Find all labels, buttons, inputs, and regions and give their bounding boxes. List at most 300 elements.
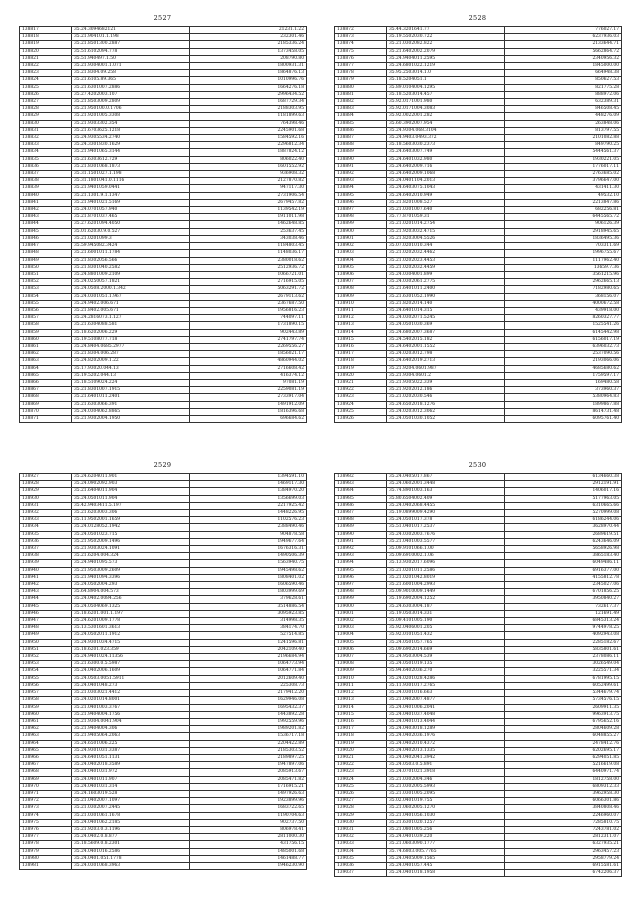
coordinate-cell: 35.17.93020.044.13: [72, 365, 190, 372]
table-row: [335, 675, 622, 682]
row-id-cell: 138966: [20, 754, 72, 761]
table-row: [335, 250, 622, 257]
table-row: [335, 783, 622, 790]
coordinate-cell: 35.24.0501030.369: [387, 322, 505, 329]
coordinate-cell: 35.24.9404011.2595: [387, 55, 505, 62]
row-id-cell: 138998: [335, 589, 387, 596]
table-row: [335, 343, 622, 350]
row-id-cell: 138834: [20, 149, 72, 156]
table-row: [335, 322, 622, 329]
row-id-cell: 139003: [335, 625, 387, 632]
row-id-cell: 139026: [335, 790, 387, 797]
table-row: [335, 812, 622, 819]
value-cell: 2204422.89: [190, 740, 307, 747]
row-id-cell: 138888: [335, 142, 387, 149]
table-row: [335, 618, 622, 625]
row-id-cell: 138839: [20, 185, 72, 192]
table-row: [20, 560, 307, 567]
row-id-cell: 138943: [20, 589, 72, 596]
value-cell: 379628.61: [190, 596, 307, 603]
data-table: [334, 26, 622, 423]
table-row: [20, 315, 307, 322]
table-row: [20, 625, 307, 632]
row-id-cell: 138947: [20, 618, 72, 625]
coordinate-cell: 35.21.9404004.1756: [72, 711, 190, 718]
value-cell: 21231.1.22: [190, 27, 307, 34]
row-id-cell: 138868: [20, 394, 72, 401]
table-row: [20, 488, 307, 495]
coordinate-cell: 35.21.0302005.5993: [387, 783, 505, 790]
value-cell: 6742206.37: [505, 870, 622, 877]
value-cell: 1139542.19: [190, 207, 307, 214]
coordinate-cell: 35.24.6401032.980: [387, 156, 505, 163]
row-id-cell: 139021: [335, 754, 387, 761]
row-id-cell: 138903: [335, 250, 387, 257]
table-row: [335, 646, 622, 653]
value-cell: 2127870.82: [190, 178, 307, 185]
value-cell: 3514886.54: [190, 603, 307, 610]
coordinate-cell: 35.21.8501300.2887: [72, 41, 190, 48]
table-row: [335, 762, 622, 769]
row-id-cell: 138860: [20, 336, 72, 343]
coordinate-cell: 35.24.6401014.315: [387, 307, 505, 314]
coordinate-cell: 35.24.0508.2000.1.342: [72, 286, 190, 293]
table-row: [335, 704, 622, 711]
row-id-cell: 139025: [335, 783, 387, 790]
coordinate-cell: 35.24.9305534.2740: [72, 135, 190, 142]
row-id-cell: 138893: [335, 178, 387, 185]
coordinate-cell: 35.24.0250057.1821: [72, 279, 190, 286]
table-row: [20, 654, 307, 661]
row-id-cell: 138857: [20, 315, 72, 322]
table-row: [335, 510, 622, 517]
value-cell: 2609911.35: [505, 704, 622, 711]
table-row: [20, 574, 307, 581]
value-cell: 1776017.11: [505, 163, 622, 170]
coordinate-cell: 35.24.0402006.1609: [72, 668, 190, 675]
value-cell: 1356699.03: [190, 495, 307, 502]
table-row: [335, 106, 622, 113]
row-id-cell: 138882: [335, 99, 387, 106]
row-id-cell: 138898: [335, 214, 387, 221]
coordinate-cell: 35.44.3201641.77: [387, 27, 505, 34]
row-id-cell: 138889: [335, 149, 387, 156]
table-row: [335, 192, 622, 199]
table-row: [335, 207, 622, 214]
value-cell: 806978.41: [190, 826, 307, 833]
row-id-cell: 138820: [20, 48, 72, 55]
table-row: [335, 264, 622, 271]
row-id-cell: 138956: [20, 682, 72, 689]
coordinate-cell: 35.24.6801022.1219: [387, 63, 505, 70]
value-cell: 1461488.77: [190, 855, 307, 862]
table-row: [20, 127, 307, 134]
coordinate-cell: 35.24.8202009.1.22: [72, 358, 190, 365]
value-cell: 6845313.24: [505, 618, 622, 625]
coordinate-cell: 35.59.945082.3424: [72, 243, 190, 250]
coordinate-cell: 35.19.0899009.4290: [387, 510, 505, 517]
table-row: [20, 149, 307, 156]
value-cell: 2763685.02: [505, 171, 622, 178]
table-row: [335, 55, 622, 62]
row-id-cell: 138972: [20, 798, 72, 805]
row-id-cell: 138912: [335, 315, 387, 322]
table-row: [335, 257, 622, 264]
table-row: [20, 271, 307, 278]
table-row: [20, 603, 307, 610]
row-id-cell: 138970: [20, 783, 72, 790]
row-id-cell: 138821: [20, 55, 72, 62]
value-cell: 3865183.40: [505, 553, 622, 560]
value-cell: 696684.62: [190, 415, 307, 422]
table-row: [20, 690, 307, 697]
value-cell: 1911011.98: [190, 214, 307, 221]
table-row: [20, 307, 307, 314]
value-cell: 1536717.18: [190, 733, 307, 740]
row-id-cell: 138993: [335, 553, 387, 560]
value-cell: 6327935.21: [505, 841, 622, 848]
row-id-cell: 138865: [20, 372, 72, 379]
coordinate-cell: 35.21.0301005.2095: [387, 790, 505, 797]
value-cell: 1695432.37: [190, 704, 307, 711]
value-cell: 6396032.73: [505, 343, 622, 350]
table-row: [20, 632, 307, 639]
value-cell: 6066301.86: [505, 798, 622, 805]
coordinate-cell: 35.21.1301.9.1.1347: [72, 192, 190, 199]
value-cell: 314998.35: [190, 618, 307, 625]
row-id-cell: 138935: [20, 531, 72, 538]
value-cell: 253637.45: [190, 228, 307, 235]
table-row: [335, 603, 622, 610]
row-id-cell: 138895: [335, 192, 387, 199]
table-row: [20, 805, 307, 812]
value-cell: 3962958.30: [505, 790, 622, 797]
row-id-cell: 138850: [20, 264, 72, 271]
coordinate-cell: 35.21.0202032.4462: [387, 250, 505, 257]
coordinate-cell: 35.24.6402001.1552: [387, 343, 505, 350]
row-id-cell: 139015: [335, 711, 387, 718]
value-cell: 2185336.24: [190, 41, 307, 48]
coordinate-cell: 35.24.0501017.378: [387, 517, 505, 524]
row-id-cell: 138979: [20, 848, 72, 855]
row-id-cell: 138977: [20, 834, 72, 841]
row-id-cell: 138959: [20, 704, 72, 711]
coordinate-cell: 35.21.8202014.140: [387, 300, 505, 307]
row-id-cell: 138856: [20, 307, 72, 314]
row-id-cell: 138840: [20, 192, 72, 199]
coordinate-cell: 35.21.6303612.729: [72, 156, 190, 163]
table-row: [335, 697, 622, 704]
coordinate-cell: 35.24.0302061.2775: [387, 279, 505, 286]
row-id-cell: 138901: [335, 235, 387, 242]
coordinate-cell: 35.74.6803.005.7765: [387, 848, 505, 855]
value-cell: 6186244.06: [505, 517, 622, 524]
row-id-cell: 138858: [20, 322, 72, 329]
row-id-cell: 139032: [335, 834, 387, 841]
row-id-cell: 138897: [335, 207, 387, 214]
value-cell: 902443.89: [190, 329, 307, 336]
table-row: [335, 171, 622, 178]
table-row: [20, 754, 307, 761]
value-cell: 1010996.76: [190, 77, 307, 84]
coordinate-cell: 35.74.8901003.163: [387, 488, 505, 495]
coordinate-cell: 35.94.6402036.270: [387, 668, 505, 675]
value-cell: 6445565.72: [505, 214, 622, 221]
coordinate-cell: 35.21.9502009.1496: [72, 538, 190, 545]
value-cell: 947117.30: [190, 185, 307, 192]
coordinate-cell: 35.21.0202032.4459: [387, 264, 505, 271]
coordinate-cell: 35.24.0504069.1325: [72, 603, 190, 610]
row-id-cell: 139035: [335, 855, 387, 862]
value-cell: 2213847.86: [505, 199, 622, 206]
table-row: [20, 812, 307, 819]
value-cell: 904878.58: [190, 531, 307, 538]
table-row: [20, 142, 307, 149]
table-row: [335, 394, 622, 401]
coordinate-cell: 35.21.9203.0.3.1196: [72, 826, 190, 833]
value-cell: 2716608.42: [190, 365, 307, 372]
value-cell: 2716915.05: [190, 279, 307, 286]
row-id-cell: 138916: [335, 343, 387, 350]
table-row: [335, 553, 622, 560]
value-cell: 682256.81: [505, 207, 622, 214]
coordinate-cell: 35.24.6402010.949: [387, 192, 505, 199]
row-id-cell: 138896: [335, 199, 387, 206]
value-cell: 263848.06: [505, 120, 622, 127]
value-cell: 5380964.83: [505, 394, 622, 401]
value-cell: 1241596.81: [190, 639, 307, 646]
table-row: [335, 163, 622, 170]
value-cell: 7243781.02: [505, 826, 622, 833]
coordinate-cell: 35.21.6304088.581: [72, 322, 190, 329]
value-cell: 6048855.27: [505, 733, 622, 740]
coordinate-cell: 35.24.9403.0493.372: [387, 135, 505, 142]
table-row: [20, 798, 307, 805]
row-id-cell: 138878: [335, 70, 387, 77]
coordinate-cell: 35.24.6201009.1778: [72, 618, 190, 625]
coordinate-cell: 35.24.0304062.8865: [72, 408, 190, 415]
coordinate-cell: 35.11.9502001.1659: [72, 517, 190, 524]
row-id-cell: 138986: [335, 502, 387, 509]
value-cell: 1601552.92: [190, 163, 307, 170]
coordinate-cell: 35.07.0201010.344: [387, 243, 505, 250]
row-id-cell: 138922: [335, 387, 387, 394]
table-row: [335, 351, 622, 358]
value-cell: 2245901.68: [190, 127, 307, 134]
coordinate-cell: 35.01.62030.9.0.527: [72, 228, 190, 235]
row-id-cell: 138971: [20, 790, 72, 797]
row-id-cell: 138846: [20, 235, 72, 242]
coordinate-cell: 35.21.0401003.3767: [72, 704, 190, 711]
coordinate-cell: 35.21.0202030.546: [387, 394, 505, 401]
row-id-cell: 139018: [335, 733, 387, 740]
value-cell: 6915581.61: [505, 862, 622, 869]
data-table: [19, 473, 307, 870]
row-id-cell: 139028: [335, 805, 387, 812]
row-id-cell: 138818: [20, 34, 72, 41]
coordinate-cell: 35.21.8302056.566: [72, 257, 190, 264]
table-row: [335, 661, 622, 668]
table-row: [335, 387, 622, 394]
row-id-cell: 138864: [20, 365, 72, 372]
row-id-cell: 138887: [335, 135, 387, 142]
table-row: [335, 135, 622, 142]
table-row: [20, 481, 307, 488]
coordinate-cell: 35.21.0201099.3: [72, 235, 190, 242]
coordinate-cell: 35.77.8701059.31: [387, 214, 505, 221]
table-row: [20, 379, 307, 386]
table-row: [335, 27, 622, 34]
table-row: [20, 322, 307, 329]
value-cell: 1856021.17: [190, 351, 307, 358]
coordinate-cell: 35.24.9401095.573: [72, 560, 190, 567]
row-id-cell: 138919: [335, 365, 387, 372]
row-id-cell: 138976: [20, 826, 72, 833]
coordinate-cell: 35.21.6402002.2079: [387, 48, 505, 55]
row-id-cell: 138958: [20, 697, 72, 704]
table-row: [20, 394, 307, 401]
value-cell: 2269556.27: [190, 343, 307, 350]
coordinate-cell: 35.21.6401011.2401: [72, 394, 190, 401]
table-row: [335, 70, 622, 77]
value-cell: 1373458.05: [190, 48, 307, 55]
value-cell: 5216619.08: [505, 762, 622, 769]
block-title: 2527: [153, 14, 172, 22]
row-id-cell: 138847: [20, 243, 72, 250]
value-cell: 813797.55: [505, 127, 622, 134]
value-cell: 906126.39: [505, 221, 622, 228]
table-row: [20, 646, 307, 653]
table-row: [335, 178, 622, 185]
value-cell: 2085471.82: [190, 776, 307, 783]
value-cell: 1443892.28: [190, 711, 307, 718]
row-id-cell: 138992: [335, 546, 387, 553]
coordinate-cell: 35.21.0402007.4877: [387, 697, 505, 704]
coordinate-cell: 35.21.0303021.4412: [72, 690, 190, 697]
table-row: [20, 250, 307, 257]
coordinate-cell: 35.92.0101051.432: [387, 632, 505, 639]
coordinate-cell: 35.24.6402009.1068: [387, 171, 505, 178]
coordinate-cell: 35.24.0401016.2586: [72, 848, 190, 855]
value-cell: 232301.46: [190, 34, 307, 41]
coordinate-cell: 35.13.5301601.3613: [72, 625, 190, 632]
table-row: [335, 546, 622, 553]
table-row: [335, 718, 622, 725]
row-id-cell: 139030: [335, 819, 387, 826]
coordinate-cell: 35.51.0401017.2537: [387, 524, 505, 531]
table-row: [20, 351, 307, 358]
value-cell: 6145442.98: [505, 329, 622, 336]
table-row: [20, 106, 307, 113]
value-cell: 1836495.36: [505, 235, 622, 242]
row-id-cell: 138843: [20, 214, 72, 221]
value-cell: 3796647.00: [505, 178, 622, 185]
table-row: [335, 531, 622, 538]
row-id-cell: 139011: [335, 682, 387, 689]
coordinate-cell: 35.24.0402.0.8.877: [72, 834, 190, 841]
table-row: [335, 517, 622, 524]
table-row: [335, 84, 622, 91]
table-row: [20, 99, 307, 106]
row-id-cell: 138835: [20, 156, 72, 163]
row-id-cell: 138832: [20, 135, 72, 142]
value-cell: 4685680.62: [505, 365, 622, 372]
table-row: [335, 841, 622, 848]
coordinate-cell: 35.21.6105.89.365: [72, 77, 190, 84]
coordinate-cell: 35.24.0501030.1052: [387, 415, 505, 422]
value-cell: 1066721.01: [190, 271, 307, 278]
coordinate-cell: 35.21.0401056.1030: [387, 812, 505, 819]
row-id-cell: 138838: [20, 178, 72, 185]
row-id-cell: 138892: [335, 171, 387, 178]
value-cell: 1812758.00: [505, 776, 622, 783]
row-id-cell: 138891: [335, 163, 387, 170]
value-cell: 3225571.34: [505, 668, 622, 675]
value-cell: 1448226.95: [190, 510, 307, 517]
coordinate-cell: 35.24.0401062.2185: [72, 819, 190, 826]
value-cell: 2196684.94: [190, 654, 307, 661]
row-id-cell: 138936: [20, 538, 72, 545]
value-cell: 1989201.82: [190, 726, 307, 733]
coordinate-cell: 35.21.0202023.4453: [387, 257, 505, 264]
row-id-cell: 138825: [20, 84, 72, 91]
table-row: [20, 589, 307, 596]
row-id-cell: 139000: [335, 603, 387, 610]
row-id-cell: 138918: [335, 358, 387, 365]
coordinate-cell: 35.24.9304.068.3104: [387, 127, 505, 134]
value-cell: 5344679.74: [505, 690, 622, 697]
table-row: [335, 474, 622, 481]
coordinate-cell: 35.19.5202.044.13: [72, 372, 190, 379]
value-cell: 2537090.56: [505, 351, 622, 358]
row-id-cell: 138969: [20, 776, 72, 783]
row-id-cell: 138837: [20, 171, 72, 178]
table-row: [20, 329, 307, 336]
value-cell: 6052499.61: [505, 682, 622, 689]
value-cell: 5063291.72: [190, 286, 307, 293]
row-id-cell: 138928: [20, 481, 72, 488]
table-row: [20, 740, 307, 747]
value-cell: 6795652.16: [505, 718, 622, 725]
value-cell: 448276.09: [505, 113, 622, 120]
row-id-cell: 138924: [335, 401, 387, 408]
value-cell: 169480.58: [505, 379, 622, 386]
table-row: [20, 546, 307, 553]
table-row: [335, 408, 622, 415]
coordinate-cell: 35.21.6703625.1218: [72, 127, 190, 134]
table-row: [20, 55, 307, 62]
row-id-cell: 138946: [20, 610, 72, 617]
coordinate-cell: 35.21.6401011.2400: [387, 286, 505, 293]
row-id-cell: 138980: [20, 855, 72, 862]
table-row: [335, 228, 622, 235]
value-cell: 1716915.21: [190, 783, 307, 790]
value-cell: 1687729.34: [190, 99, 307, 106]
table-row: [335, 488, 622, 495]
table-row: [20, 531, 307, 538]
coordinate-cell: 35.24.0301051.1.967: [72, 293, 190, 300]
row-id-cell: 138828: [20, 106, 72, 113]
row-id-cell: 138871: [20, 415, 72, 422]
value-cell: 2179412.20: [190, 690, 307, 697]
table-row: [20, 228, 307, 235]
coordinate-cell: 35.24.6403007.749: [387, 149, 505, 156]
value-cell: 902737.50: [190, 819, 307, 826]
table-row: [20, 70, 307, 77]
row-id-cell: 138964: [20, 740, 72, 747]
table-row: [335, 654, 622, 661]
coordinate-cell: 35.24.0701021.3918: [387, 769, 505, 776]
